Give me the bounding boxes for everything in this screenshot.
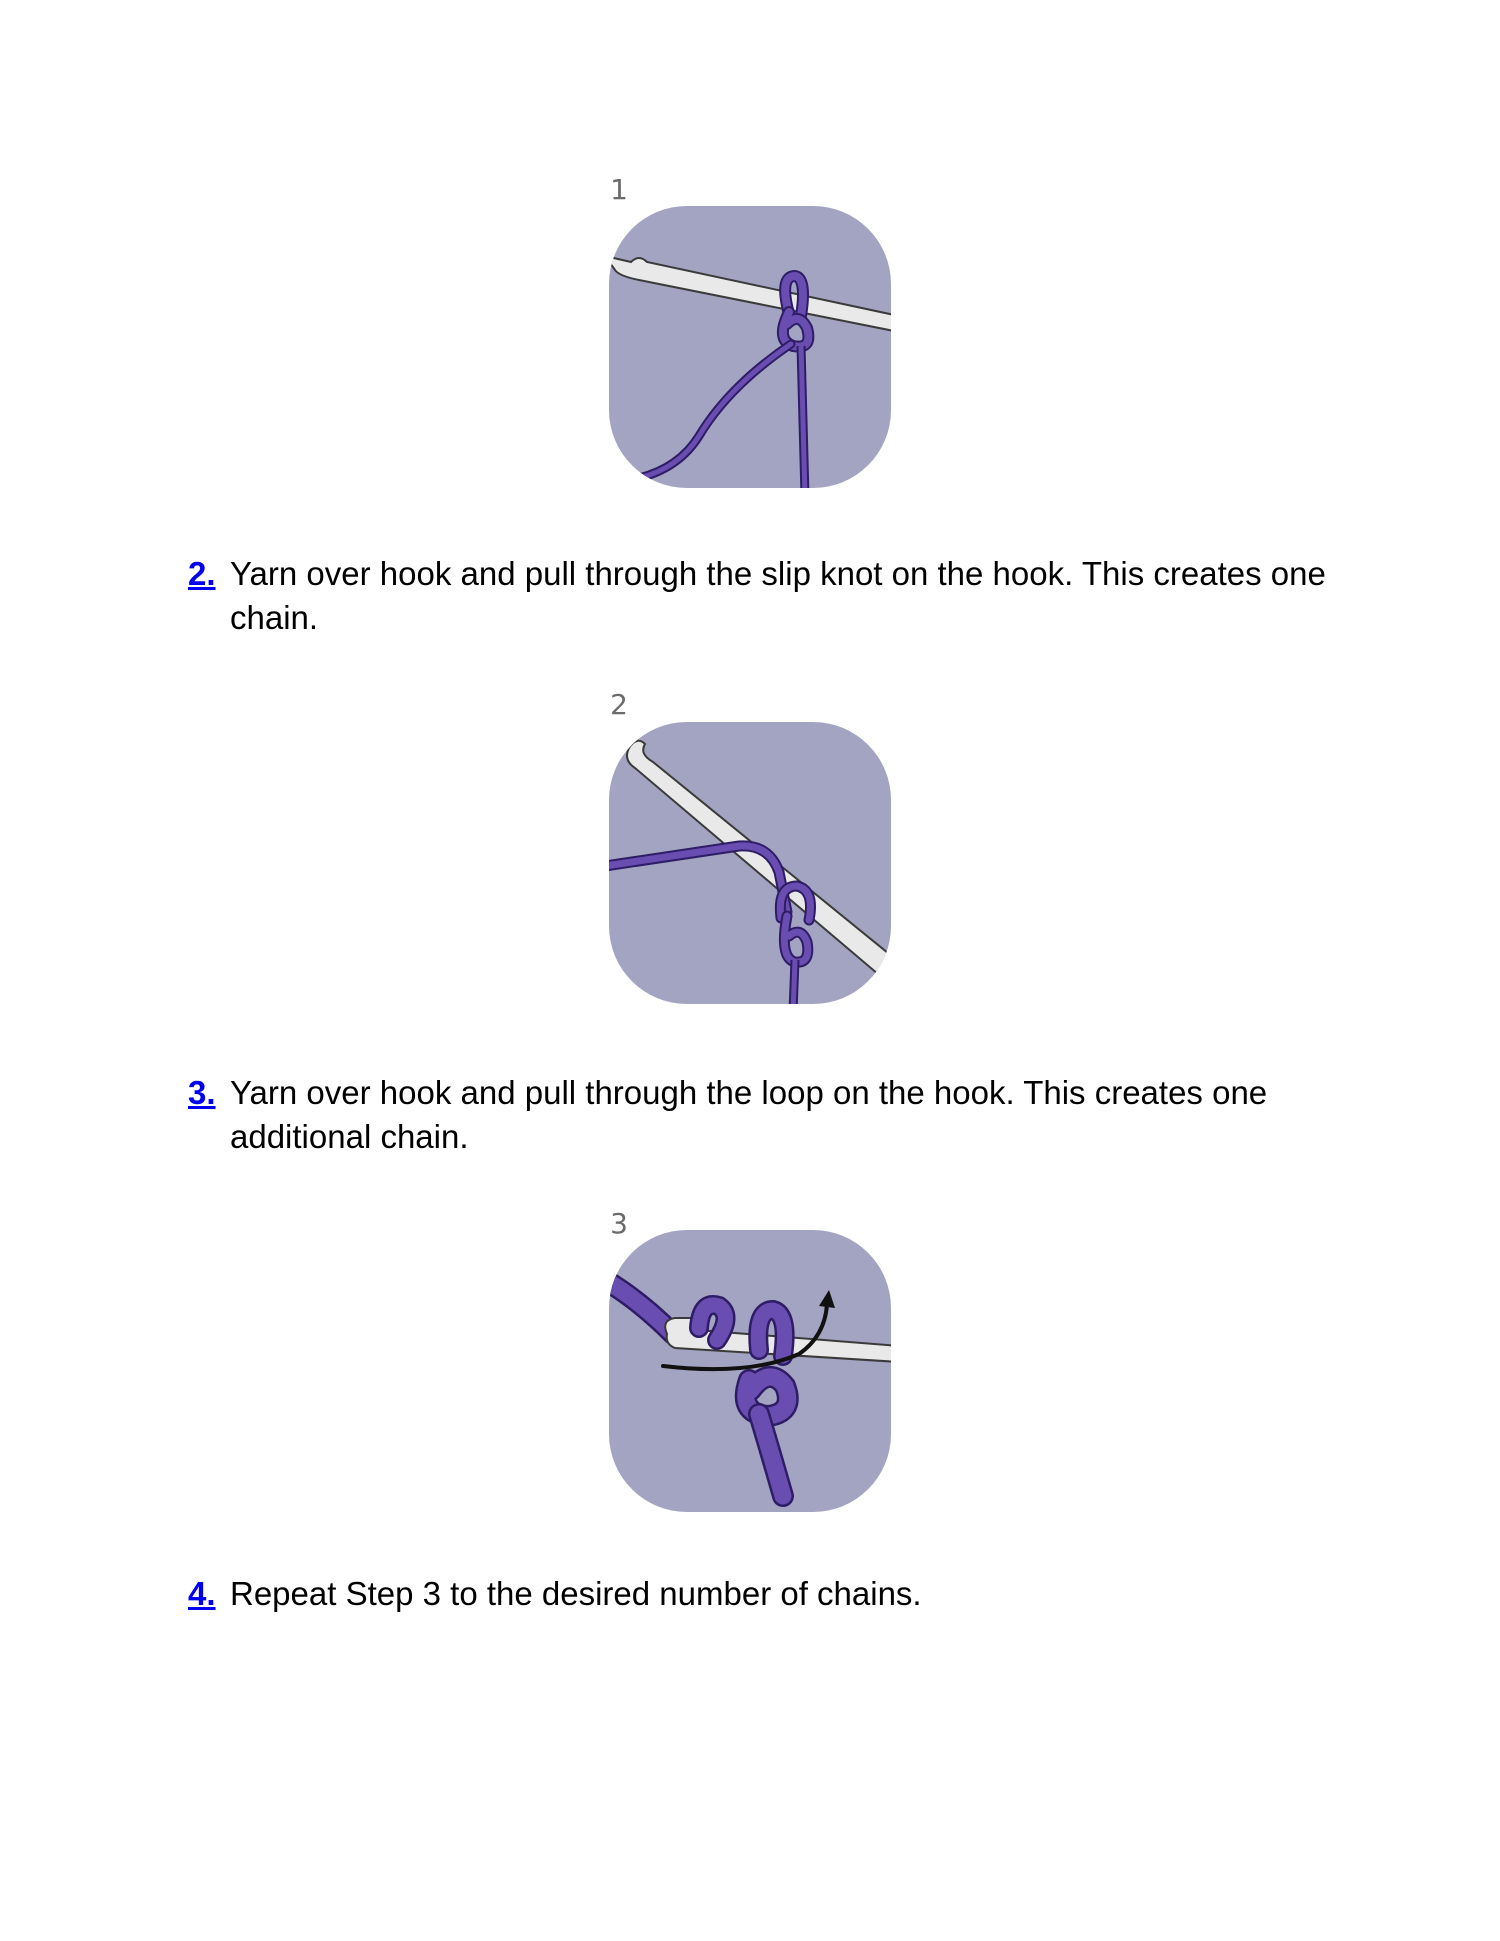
figure-3-illustration xyxy=(609,1230,891,1512)
figure-1-label: 1 xyxy=(610,173,628,206)
figure-1-illustration xyxy=(609,206,891,488)
step-2 xyxy=(188,552,1338,640)
slip-knot-on-hook-icon xyxy=(609,206,891,488)
step-3 xyxy=(188,1071,1338,1159)
step-4 xyxy=(188,1572,1338,1616)
step-4-text: Repeat Step 3 to the desired number of chains. xyxy=(230,1575,922,1612)
figure-2-label: 2 xyxy=(610,688,628,721)
figure-2-illustration xyxy=(609,722,891,1004)
pull-through-loop-icon xyxy=(609,1230,891,1512)
figure-3-label: 3 xyxy=(610,1207,628,1240)
step-2-text: Yarn over hook and pull through the slip knot on the hook. This creates one chain. xyxy=(230,555,1326,636)
step-3-text: Yarn over hook and pull through the loop on the hook. This creates one additional chain. xyxy=(230,1074,1268,1155)
yarn-over-hook-icon xyxy=(609,722,891,1004)
step-2-number-link[interactable]: 2. xyxy=(188,555,216,592)
step-4-number-link[interactable]: 4. xyxy=(188,1575,216,1612)
step-3-number-link[interactable]: 3. xyxy=(188,1074,216,1111)
